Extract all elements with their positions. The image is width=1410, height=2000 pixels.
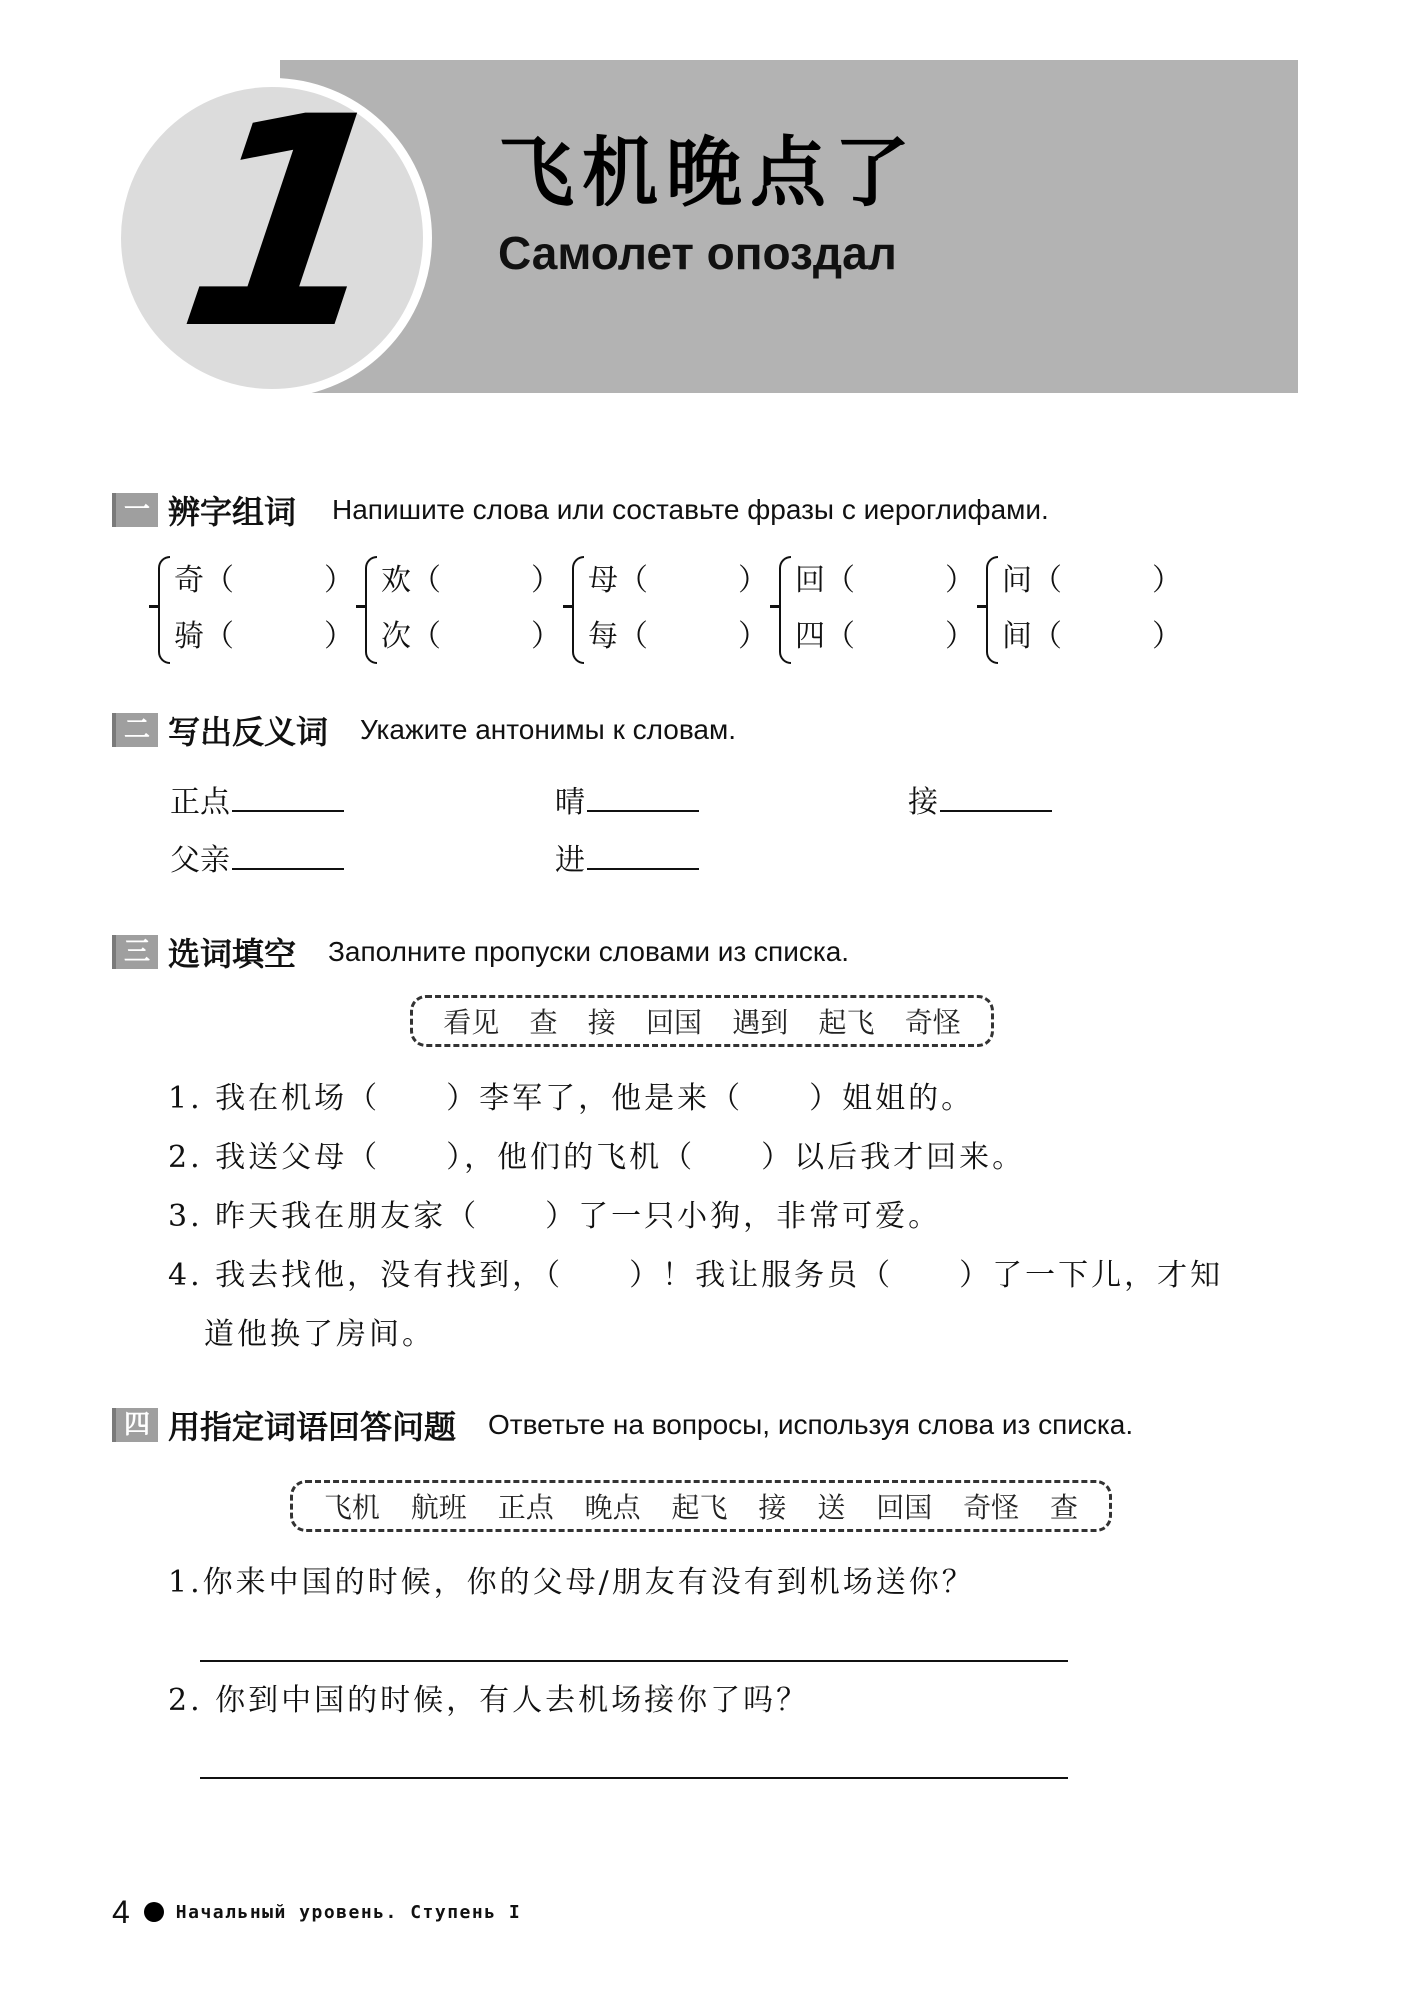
pair-line-top[interactable]: 问（ ） — [1002, 563, 1182, 598]
section-badge: 一 — [112, 493, 158, 527]
antonym-item[interactable]: 进 — [555, 838, 699, 882]
word-bank-item: 查 — [529, 1006, 558, 1039]
antonym-item[interactable]: 父亲 — [170, 838, 344, 882]
section-4-heading — [112, 1405, 1133, 1445]
section-title-chinese: 写出反义词 — [168, 713, 329, 751]
page-number: 4 — [112, 1893, 130, 1930]
word-bank-box — [290, 1480, 1112, 1532]
fill-sentence-1[interactable]: 1. 我在机场（ ）李军了，他是来（ ）姐姐的。 — [168, 1081, 975, 1116]
fill-sentence-4-continued: 道他换了房间。 — [204, 1317, 435, 1352]
brace-icon — [986, 556, 998, 664]
pair-line-bottom[interactable]: 四（ ） — [795, 619, 975, 654]
antonym-item[interactable]: 正点 — [170, 780, 344, 824]
pair-line-bottom[interactable]: 间（ ） — [1002, 619, 1182, 654]
character-pair — [779, 552, 979, 668]
pair-line-bottom[interactable]: 每（ ） — [588, 619, 768, 654]
answer-line[interactable] — [200, 1660, 1068, 1662]
word-bank-item: 起飞 — [818, 1006, 875, 1039]
section-3-heading — [112, 932, 849, 972]
fill-sentence-3[interactable]: 3. 昨天我在朋友家（ ）了一只小狗，非常可爱。 — [168, 1199, 942, 1234]
word-bank-item: 飞机 — [323, 1491, 380, 1524]
pair-line-top[interactable]: 奇（ ） — [174, 563, 354, 598]
pair-line-top[interactable]: 母（ ） — [588, 563, 768, 598]
answer-blank[interactable] — [587, 780, 699, 812]
answer-line[interactable] — [200, 1777, 1068, 1779]
section-2-heading — [112, 710, 736, 750]
section-title-chinese: 辨字组词 — [168, 493, 297, 531]
section-badge: 四 — [112, 1408, 158, 1442]
antonym-item[interactable]: 晴 — [555, 780, 699, 824]
fill-sentence-4[interactable]: 4. 我去找他，没有找到，（ ）！我让服务员（ ）了一下儿，才知 — [168, 1258, 1224, 1293]
answer-blank[interactable] — [232, 838, 344, 870]
pair-line-bottom[interactable]: 次（ ） — [381, 619, 561, 654]
brace-icon — [572, 556, 584, 664]
character-pair — [158, 552, 358, 668]
lesson-title-russian: Самолет опоздал — [498, 227, 897, 279]
lesson-title-chinese: 飞机晚点了 — [498, 128, 918, 217]
question-1: 1.你来中国的时候，你的父母/朋友有没有到机场送你？ — [168, 1565, 975, 1600]
section-title-russian: Заполните пропуски словами из списка. — [328, 936, 850, 967]
word-bank-item: 接 — [587, 1006, 616, 1039]
page-footer — [112, 1892, 521, 1932]
word-bank-item: 奇怪 — [904, 1006, 961, 1039]
character-pair — [365, 552, 565, 668]
word-bank-item: 奇怪 — [963, 1491, 1020, 1524]
section-title-russian: Укажите антонимы к словам. — [360, 714, 737, 745]
word-bank-item: 回国 — [645, 1006, 702, 1039]
section-title-russian: Ответьте на вопросы, используя слова из списка. — [488, 1409, 1134, 1440]
lesson-number: 1 — [164, 56, 414, 393]
bullet-dot-icon — [144, 1902, 164, 1922]
word-bank-item: 航班 — [410, 1491, 467, 1524]
word-bank-item: 正点 — [497, 1491, 554, 1524]
brace-icon — [365, 556, 377, 664]
answer-blank[interactable] — [232, 780, 344, 812]
section-badge: 三 — [112, 935, 158, 969]
word-bank-box — [410, 995, 994, 1047]
fill-sentence-2[interactable]: 2. 我送父母（ ），他们的飞机（ ）以后我才回来。 — [168, 1140, 1026, 1175]
answer-blank[interactable] — [940, 780, 1052, 812]
word-bank-item: 查 — [1050, 1491, 1079, 1524]
pair-line-top[interactable]: 欢（ ） — [381, 563, 561, 598]
section-title-chinese: 用指定词语回答问题 — [168, 1408, 457, 1446]
pair-line-top[interactable]: 回（ ） — [795, 563, 975, 598]
footer-level-text: Начальный уровень. Ступень I — [175, 1901, 522, 1923]
brace-icon — [779, 556, 791, 664]
character-pair — [572, 552, 772, 668]
word-bank-item: 回国 — [876, 1491, 933, 1524]
brace-icon — [158, 556, 170, 664]
word-bank-item: 接 — [758, 1491, 787, 1524]
word-bank-item: 起飞 — [671, 1491, 728, 1524]
section-badge: 二 — [112, 713, 158, 747]
word-bank-item: 送 — [817, 1491, 846, 1524]
character-pair — [986, 552, 1186, 668]
pair-line-bottom[interactable]: 骑（ ） — [174, 619, 354, 654]
word-bank-item: 遇到 — [732, 1006, 789, 1039]
section-title-russian: Напишите слова или составьте фразы с иероглифами. — [332, 494, 1049, 525]
antonym-item[interactable]: 接 — [908, 780, 1052, 824]
question-2: 2. 你到中国的时候，有人去机场接你了吗？ — [168, 1683, 810, 1718]
section-1-heading — [112, 490, 1049, 530]
word-bank-item: 晚点 — [584, 1491, 641, 1524]
word-bank-item: 看见 — [443, 1006, 500, 1039]
section-title-chinese: 选词填空 — [168, 935, 297, 973]
answer-blank[interactable] — [587, 838, 699, 870]
